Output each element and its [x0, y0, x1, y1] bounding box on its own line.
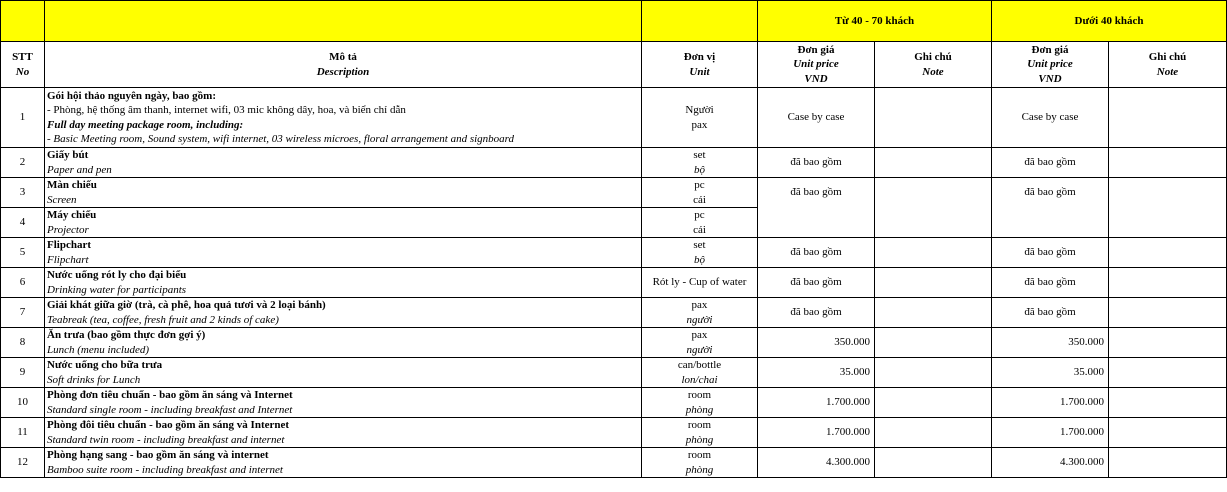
- row-note-1: [875, 268, 992, 298]
- row-number: 6: [1, 268, 45, 298]
- table-row: [1, 388, 1227, 418]
- column-header-row: [1, 42, 1227, 88]
- table-row: [1, 178, 1227, 208]
- row-price-2: đã bao gồm: [992, 268, 1109, 298]
- row-note-1: [875, 88, 992, 148]
- row-note-1: [875, 148, 992, 178]
- row-note-1: [875, 448, 992, 478]
- row-unit: room phòng: [642, 418, 758, 448]
- row-price-1: đã bao gồm: [758, 178, 875, 238]
- row-price-1: 4.300.000: [758, 448, 875, 478]
- row-price-1: đã bao gồm: [758, 298, 875, 328]
- row-number: 8: [1, 328, 45, 358]
- row-price-2: đã bao gồm: [992, 238, 1109, 268]
- row-price-2: 1.700.000: [992, 388, 1109, 418]
- row-note-2: [1109, 418, 1227, 448]
- row-note-1: [875, 298, 992, 328]
- table-row: [1, 448, 1227, 478]
- row-description: Giấy bút Paper and pen: [45, 148, 642, 178]
- row-price-2: 35.000: [992, 358, 1109, 388]
- row-unit: can/bottle lon/chai: [642, 358, 758, 388]
- group-under-40-header: Dưới 40 khách: [992, 1, 1227, 42]
- row-number: 3: [1, 178, 45, 208]
- row-number: 12: [1, 448, 45, 478]
- row-note-2: [1109, 328, 1227, 358]
- row-note-1: [875, 238, 992, 268]
- row-description: Màn chiếu Screen: [45, 178, 642, 208]
- unit-header: Đơn vị Unit: [642, 42, 758, 88]
- group-header-row: [1, 1, 1227, 42]
- row-price-1: đã bao gồm: [758, 238, 875, 268]
- group-40-70-header: Từ 40 - 70 khách: [758, 1, 992, 42]
- row-price-2: đã bao gồm: [992, 298, 1109, 328]
- row-note-1: [875, 388, 992, 418]
- row-unit: pc cái: [642, 178, 758, 208]
- row-unit: pc cái: [642, 208, 758, 238]
- row-note-1: [875, 418, 992, 448]
- price-header-1: Đơn giá Unit price VND: [758, 42, 875, 88]
- row-number: 7: [1, 298, 45, 328]
- row-note-2: [1109, 298, 1227, 328]
- row-note-1: [875, 178, 992, 238]
- row-note-2: [1109, 268, 1227, 298]
- row-unit: Người pax: [642, 88, 758, 148]
- row-note-2: [1109, 178, 1227, 238]
- row-price-1: 1.700.000: [758, 388, 875, 418]
- row-number: 1: [1, 88, 45, 148]
- row-description: Nước uống rót ly cho đại biểu Drinking water for participants: [45, 268, 642, 298]
- row-description: Flipchart Flipchart: [45, 238, 642, 268]
- row-unit: set bộ: [642, 238, 758, 268]
- row-price-1: đã bao gồm: [758, 268, 875, 298]
- row-number: 5: [1, 238, 45, 268]
- row-price-1: 35.000: [758, 358, 875, 388]
- row-description: Phòng đôi tiêu chuẩn - bao gồm ăn sáng và Internet Standard twin room - including breakfast and internet: [45, 418, 642, 448]
- row-price-2: 1.700.000: [992, 418, 1109, 448]
- row-price-1: 350.000: [758, 328, 875, 358]
- row-number: 10: [1, 388, 45, 418]
- row-price-1: Case by case: [758, 88, 875, 148]
- row-unit: pax người: [642, 298, 758, 328]
- row-unit: room phòng: [642, 448, 758, 478]
- row-note-2: [1109, 448, 1227, 478]
- row-unit: pax người: [642, 328, 758, 358]
- row-note-1: [875, 358, 992, 388]
- row-number: 9: [1, 358, 45, 388]
- row-price-2: 4.300.000: [992, 448, 1109, 478]
- price-header-2: Đơn giá Unit price VND: [992, 42, 1109, 88]
- row-description: Phòng đơn tiêu chuẩn - bao gồm ăn sáng và Internet Standard single room - including breakfast and Internet: [45, 388, 642, 418]
- table-row: [1, 418, 1227, 448]
- table-row: [1, 88, 1227, 148]
- row-price-1: 1.700.000: [758, 418, 875, 448]
- row-note-2: [1109, 358, 1227, 388]
- table-row: [1, 148, 1227, 178]
- row-unit: room phòng: [642, 388, 758, 418]
- table-row: [1, 238, 1227, 268]
- row-note-2: [1109, 148, 1227, 178]
- row-description: Nước uống cho bữa trưa Soft drinks for Lunch: [45, 358, 642, 388]
- row-note-1: [875, 328, 992, 358]
- row-number: 2: [1, 148, 45, 178]
- note-header-2: Ghi chú Note: [1109, 42, 1227, 88]
- row-description: Gói hội thảo nguyên ngày, bao gồm: - Phòng, hệ thống âm thanh, internet wifi, 03 mic không dây, hoa, và biển chỉ dẫn Full day meeting package room, including: - Basic Meeting room, Sound system, wifi internet, 03 wireless microes, floral arrangement and signboard: [45, 88, 642, 148]
- row-description: Phòng hạng sang - bao gồm ăn sáng và internet Bamboo suite room - including breakfast and internet: [45, 448, 642, 478]
- table-row: [1, 298, 1227, 328]
- row-description: Máy chiếu Projector: [45, 208, 642, 238]
- row-unit: set bộ: [642, 148, 758, 178]
- row-number: 11: [1, 418, 45, 448]
- stt-header: STT No: [1, 42, 45, 88]
- table-row: [1, 268, 1227, 298]
- row-note-2: [1109, 238, 1227, 268]
- row-number: 4: [1, 208, 45, 238]
- table-row: [1, 358, 1227, 388]
- row-note-2: [1109, 388, 1227, 418]
- description-header: Mô tả Description: [45, 42, 642, 88]
- row-unit: Rót ly - Cup of water: [642, 268, 758, 298]
- row-price-2: Case by case: [992, 88, 1109, 148]
- row-description: Ăn trưa (bao gồm thực đơn gợi ý) Lunch (menu included): [45, 328, 642, 358]
- table-row: [1, 328, 1227, 358]
- row-price-1: đã bao gồm: [758, 148, 875, 178]
- row-price-2: đã bao gồm: [992, 148, 1109, 178]
- row-description: Giải khát giữa giờ (trà, cà phê, hoa quả tươi và 2 loại bánh) Teabreak (tea, coffee, fresh fruit and 2 kinds of cake): [45, 298, 642, 328]
- note-header-1: Ghi chú Note: [875, 42, 992, 88]
- row-price-2: đã bao gồm: [992, 178, 1109, 238]
- row-price-2: 350.000: [992, 328, 1109, 358]
- row-note-2: [1109, 88, 1227, 148]
